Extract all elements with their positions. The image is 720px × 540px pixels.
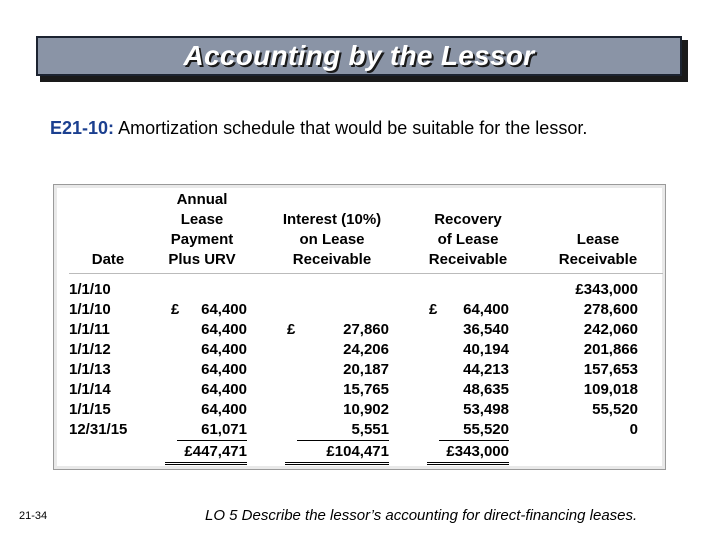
receivable-value: 201,866 [583, 341, 638, 358]
receivable-value: 157,653 [583, 361, 638, 378]
payment-value: 64,400 [201, 321, 247, 338]
payment-value: 64,400 [201, 341, 247, 358]
recovery-value: 36,540 [463, 321, 509, 338]
row-date: 1/1/13 [69, 361, 111, 378]
interest-value: 27,860 [343, 321, 389, 338]
recovery-total: £343,000 [427, 442, 509, 465]
payment-value: 64,400 [201, 361, 247, 378]
interest-value: 5,551 [297, 420, 389, 441]
row-date: 1/1/10 [69, 281, 111, 298]
header-payment: Annual [176, 191, 228, 208]
recovery-value: 55,520 [439, 420, 509, 441]
recovery-value: 48,635 [463, 381, 509, 398]
payment-value: 64,400 [201, 401, 247, 418]
recovery-currency: £ [429, 301, 438, 318]
header-payment: Payment [170, 231, 234, 248]
recovery-value: 44,213 [463, 361, 509, 378]
row-date: 12/31/15 [69, 421, 128, 438]
interest-value: 10,902 [343, 401, 389, 418]
header-interest: Receivable [292, 251, 372, 268]
receivable-value: 242,060 [583, 321, 638, 338]
interest-total: £104,471 [285, 442, 389, 465]
interest-value: 24,206 [343, 341, 389, 358]
recovery-value: 64,400 [463, 301, 509, 318]
receivable-value: 278,600 [583, 301, 638, 318]
payment-currency: £ [171, 301, 180, 318]
header-recovery: Recovery [434, 211, 502, 228]
row-date: 1/1/12 [69, 341, 111, 358]
header-payment: Lease [180, 211, 224, 228]
receivable-value: 55,520 [592, 401, 638, 418]
payment-value: 61,071 [177, 420, 247, 441]
payment-value: 64,400 [201, 301, 247, 318]
receivable-value: £343,000 [575, 281, 638, 298]
header-receivable: Receivable [558, 251, 638, 268]
header-recovery: of Lease [437, 231, 499, 248]
header-payment: Plus URV [168, 251, 236, 268]
receivable-value: 0 [629, 421, 638, 438]
learning-objective: LO 5 Describe the lessor’s accounting for direct-financing leases. [205, 507, 638, 524]
receivable-value: 109,018 [583, 381, 638, 398]
slide-number: 21-34 [19, 510, 48, 522]
recovery-value: 40,194 [463, 341, 509, 358]
row-date: 1/1/10 [69, 301, 111, 318]
slide-title: Accounting by the Lessor [183, 40, 535, 71]
schedule-panel [53, 184, 666, 470]
title-banner [36, 36, 682, 76]
header-date: Date [91, 251, 125, 268]
exercise-subtitle [50, 118, 587, 139]
header-interest: Interest (10%) [282, 211, 382, 228]
payment-value: 64,400 [201, 381, 247, 398]
interest-value: 20,187 [343, 361, 389, 378]
header-receivable: Lease [576, 231, 620, 248]
header-divider [69, 273, 663, 274]
interest-value: 15,765 [343, 381, 389, 398]
header-interest: on Lease [299, 231, 365, 248]
row-date: 1/1/11 [69, 321, 110, 338]
recovery-value: 53,498 [463, 401, 509, 418]
interest-currency: £ [287, 321, 296, 338]
row-date: 1/1/14 [69, 381, 111, 398]
amortization-schedule [57, 188, 662, 466]
header-recovery: Receivable [428, 251, 508, 268]
row-date: 1/1/15 [69, 401, 111, 418]
payment-total: £447,471 [165, 442, 247, 465]
exercise-code: E21-10: [50, 118, 115, 138]
exercise-description: Amortization schedule that would be suitable for the lessor. [118, 118, 588, 138]
